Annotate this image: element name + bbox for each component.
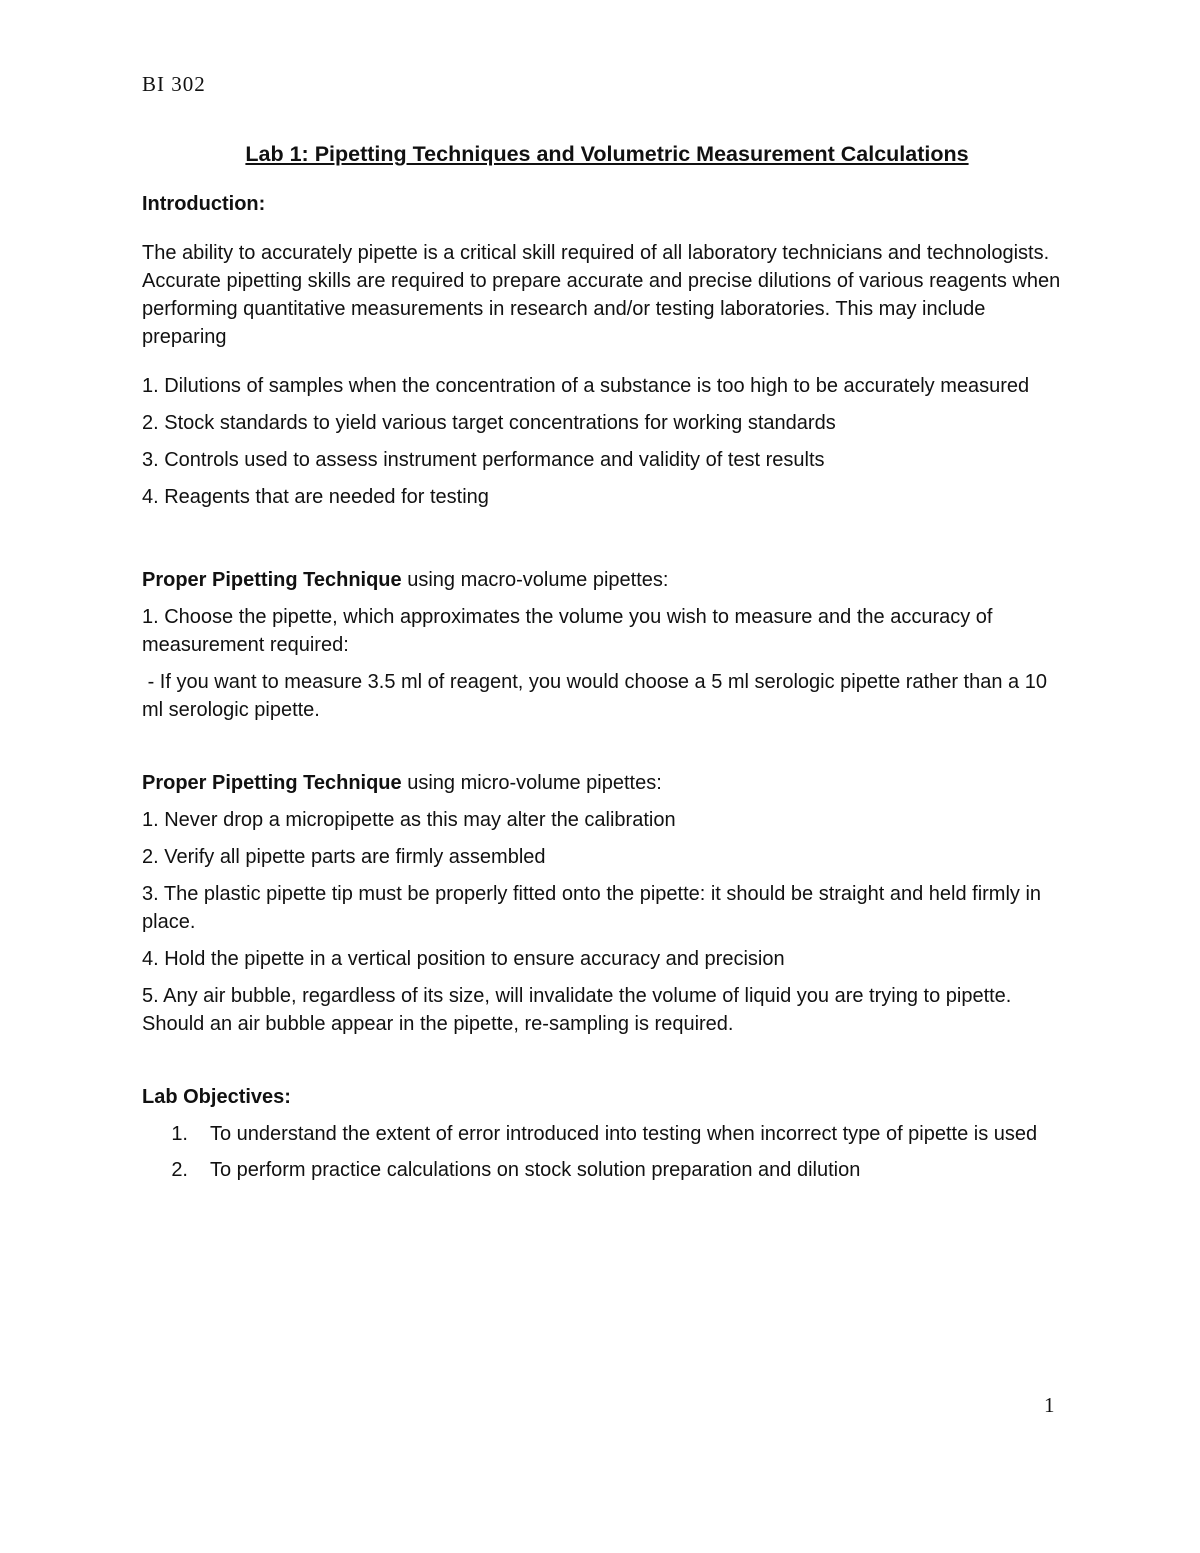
- macro-sub-item: - If you want to measure 3.5 ml of reagent, you would choose a 5 ml serologic pipette rather than a 10 ml serologic pipette.: [142, 671, 1053, 721]
- micro-list-item: 4. Hold the pipette in a vertical position to ensure accuracy and precision: [142, 948, 785, 970]
- course-header: BI 302: [142, 72, 206, 96]
- objectives-list: [142, 1120, 1072, 1184]
- micro-heading-bold: Proper Pipetting Technique: [142, 772, 402, 794]
- micro-heading-rest: using micro-volume pipettes:: [401, 772, 662, 794]
- micro-list-item: 3. The plastic pipette tip must be properly fitted onto the pipette: it should be straight and held firmly in place.: [142, 883, 1042, 933]
- introduction-heading: Introduction:: [142, 193, 266, 215]
- macro-heading-rest: using macro-volume pipettes:: [401, 569, 669, 591]
- objectives-heading: Lab Objectives:: [142, 1086, 291, 1108]
- micro-list-item: 5. Any air bubble, regardless of its size, will invalidate the volume of liquid you are trying to pipette. Should an air bubble appear in the pipette, re-sampling is required.: [142, 985, 1012, 1035]
- objective-item: [142, 1120, 1072, 1148]
- page-number: 1: [1044, 1393, 1055, 1417]
- micro-technique-heading: [142, 769, 1072, 797]
- objective-text: To understand the extent of error introduced into testing when incorrect type of pipette is used: [210, 1123, 1038, 1145]
- document-body: [142, 140, 1072, 1192]
- macro-list-item: 1. Choose the pipette, which approximates the volume you wish to measure and the accuracy of measurement required:: [142, 606, 993, 656]
- document-title: Lab 1: Pipetting Techniques and Volumetric Measurement Calculations: [245, 142, 969, 166]
- introduction-paragraph: The ability to accurately pipette is a critical skill required of all laboratory technicians and technologists. Accurate pipetting skills are required to prepare accurate and precise dilutions of various reagents when performing quantitative measurements in research and/or testing laboratories. This may include preparing: [142, 242, 1061, 348]
- macro-technique-heading: [142, 566, 1072, 594]
- objective-text: To perform practice calculations on stock solution preparation and dilution: [210, 1159, 861, 1181]
- intro-list-item: 2. Stock standards to yield various target concentrations for working standards: [142, 412, 836, 434]
- intro-list-item: 4. Reagents that are needed for testing: [142, 486, 489, 508]
- micro-list-item: 1. Never drop a micropipette as this may alter the calibration: [142, 809, 676, 831]
- macro-heading-bold: Proper Pipetting Technique: [142, 569, 402, 591]
- micro-list-item: 2. Verify all pipette parts are firmly assembled: [142, 846, 546, 868]
- intro-list-item: 1. Dilutions of samples when the concentration of a substance is too high to be accurately measured: [142, 375, 1030, 397]
- objective-number: 1.: [171, 1123, 188, 1145]
- objective-number: 2.: [171, 1159, 188, 1181]
- objective-item: [142, 1156, 1072, 1184]
- intro-list-item: 3. Controls used to assess instrument performance and validity of test results: [142, 449, 825, 471]
